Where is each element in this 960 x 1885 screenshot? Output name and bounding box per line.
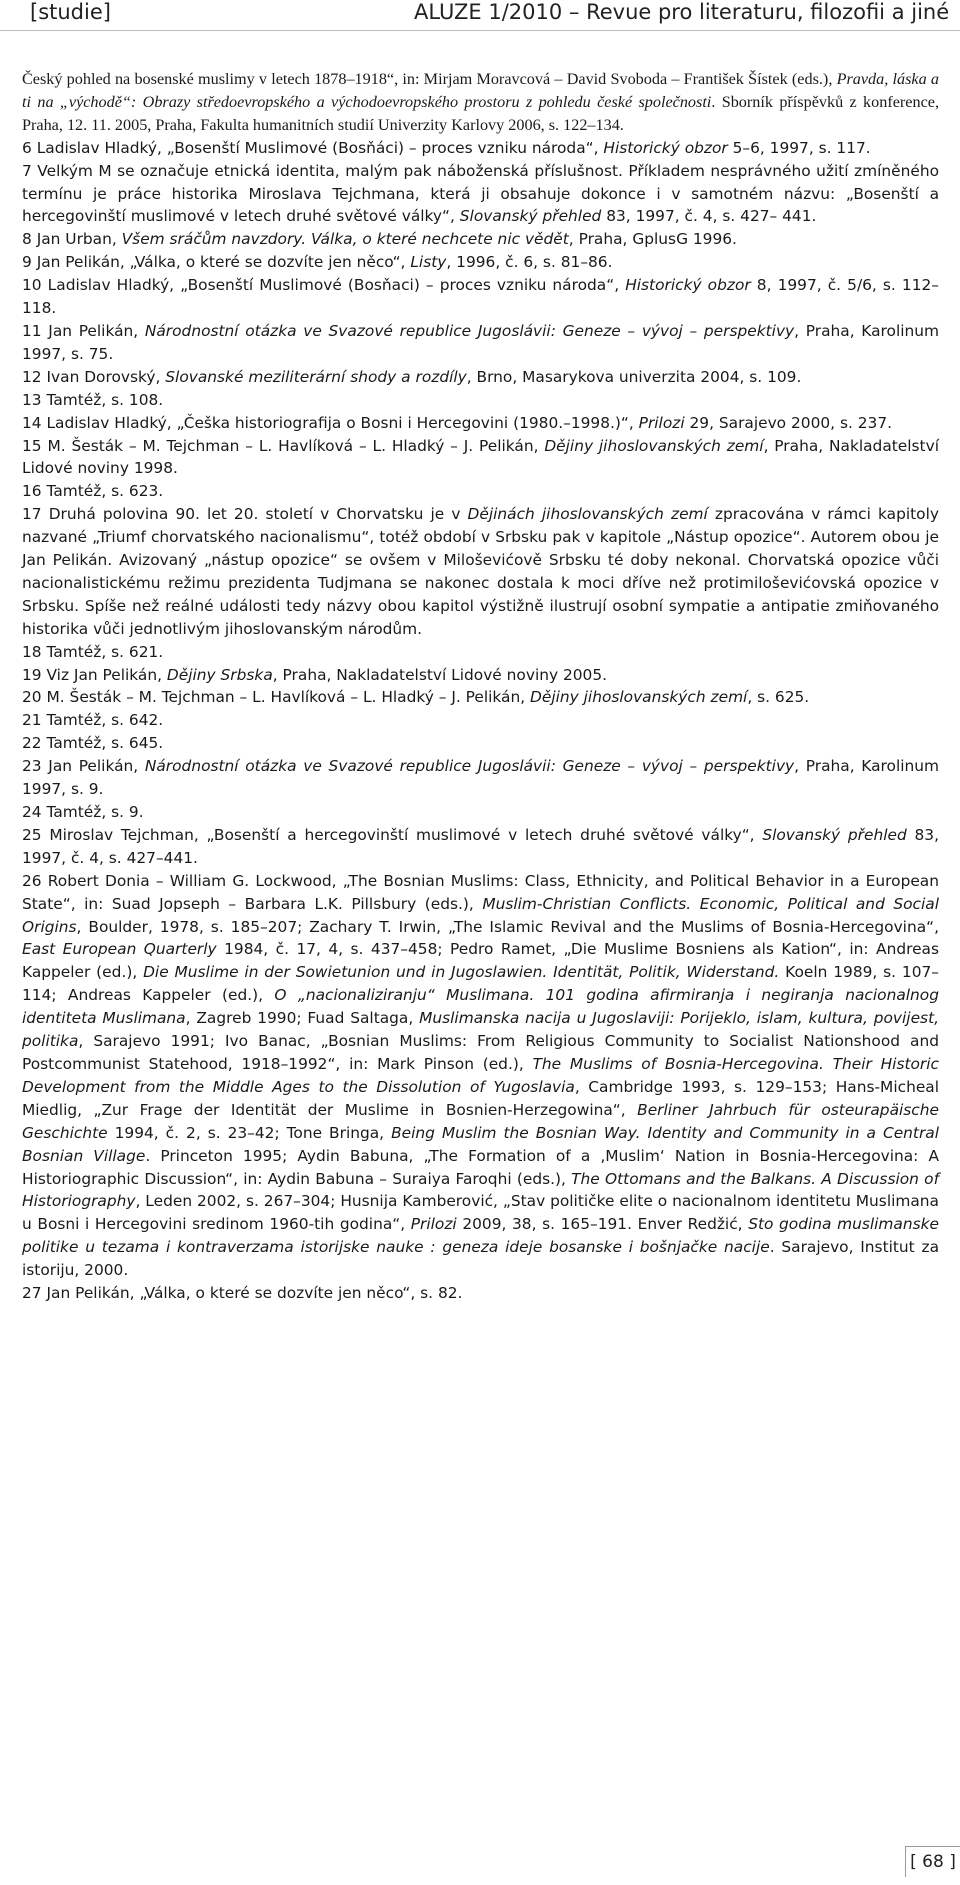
- footnote-text: Ladislav Hladký, „Češka historiografija o Bosni i Hercegovini (1980.–1998.)“,: [41, 413, 639, 432]
- footnote-text: M. Šesták – M. Tejchman – L. Havlíková – L. Hladký – J. Pelikán,: [41, 436, 545, 455]
- page-number: [ 68 ]: [905, 1846, 960, 1877]
- footnote-title-italic: Slovanský přehled: [459, 207, 602, 226]
- footnote-text: , Cambridge 1993, s. 129–153; Hans-Micheal Miedlig, „Zur Frage der Identität der Muslime in Bosnien-Herzegowina“,: [22, 1077, 939, 1119]
- footnote-title-italic: Slovanské meziliterární shody a rozdíly: [165, 367, 467, 386]
- footnote-text: Ivan Dorovský,: [41, 367, 166, 386]
- footnote-title-italic: Národnostní otázka ve Svazové republice Jugoslávii: Geneze – vývoj – perspektivy: [144, 757, 795, 776]
- footnote-title-italic: Všem sráčům navzdory. Válka, o které nechcete nic vědět: [121, 230, 569, 249]
- footnote-text: M. Šesták – M. Tejchman – L. Havlíková – L. Hladký – J. Pelikán,: [41, 688, 531, 707]
- footnote-number: 6: [22, 138, 32, 157]
- footnote-7: [22, 160, 939, 229]
- footnote-text: , Brno, Masarykova univerzita 2004, s. 109.: [466, 367, 802, 386]
- footnote-text: . Sarajevo, Institut za istoriju, 2000.: [22, 1238, 939, 1280]
- footnote-number: 16: [22, 482, 42, 501]
- footnote-title-italic: Dějiny Srbska: [166, 665, 273, 684]
- footnote-text: Koeln 1989, s. 107–114; Andreas Kappeler (ed.),: [22, 963, 939, 1005]
- footnote-number: 24: [22, 803, 42, 821]
- footnote-title-italic: Berliner Jahrbuch für osteurapäische Geschichte: [22, 1100, 939, 1142]
- footnote-text: Jan Urban,: [31, 230, 122, 249]
- footnote-text: Ladislav Hladký, „Bosenští Muslimové (Bosňáci) – proces vzniku národa“,: [31, 138, 604, 157]
- footnote-16: [22, 480, 939, 503]
- footnote-22: [22, 732, 939, 755]
- footnote-text: 8, 1997, č. 5/6, s. 112–118.: [22, 276, 939, 318]
- footnote-text: 29, Sarajevo 2000, s. 237.: [684, 413, 893, 432]
- footnote-27: [22, 1282, 939, 1305]
- footnote-text: , Leden 2002, s. 267–304; Husnija Kamberović, „Stav političke elite o nacionalnom identitetu Muslimana u Bosni i Hercegovini sredinom 1960-tih godina“,: [22, 1192, 939, 1234]
- footnote-text: Ladislav Hladký, „Bosenští Muslimové (Bosňaci) – proces vzniku národa“,: [41, 276, 626, 295]
- footnote-title-italic: Historický obzor: [603, 138, 728, 157]
- footnote-text: , Praha, Nakladatelství Lidové noviny 1998.: [22, 436, 939, 478]
- footnote-title-italic: Prilozi: [410, 1215, 457, 1234]
- footnote-number: 8: [22, 230, 32, 249]
- footnote-text: zpracována v rámci kapitoly nazvané „Triumf chorvatského nacionalismu“, totéž období v Srbsku pak v kapitole „Nástup opozice“. Autorem obou je Jan Pelikán. Avizovaný „nástup opozice“ se ovšem v Miloševićově Srbsku té doby nekonal. Chorvatská opozice vůči nacionalistickému režimu prezidenta Tudjmana se nakonec dostala k moci dříve než protimiloševićovská opozice v Srbsku. Spíše než reálné události tedy názvy obou kapitol výstižně ilustrují osobní sympatie a antipatie zmiňovaného historika vůči jednotlivým jihoslovanským národům.: [22, 505, 939, 638]
- footnote-text: . Princeton 1995; Aydin Babuna, „The Formation of a ‚Muslim‘ Nation in Bosnia-Hercegovina: A Historiographic Discussion“, in: Aydin Babuna – Suraiya Faroqhi (eds.),: [22, 1146, 939, 1188]
- footnote-24: [22, 801, 939, 824]
- footnote-20: [22, 686, 939, 709]
- footnote-text: Jan Pelikán,: [41, 757, 145, 776]
- footnote-number: 18: [22, 642, 42, 661]
- footnote-title-italic: East European Quarterly: [22, 940, 217, 959]
- footnote-18: [22, 641, 939, 664]
- footnote-number: 19: [22, 665, 42, 684]
- footnote-title-italic: Muslimanska nacija u Jugoslaviji: Porijeklo, islam, kultura, povijest, politika: [22, 1009, 939, 1051]
- footnote-11: [22, 320, 939, 366]
- footnote-title-italic: Národnostní otázka ve Svazové republice Jugoslávii: Geneze – vývoj – perspektivy: [144, 321, 795, 340]
- footnote-text: Tamtéž, s. 645.: [41, 734, 164, 753]
- footnote-text: Jan Pelikán,: [41, 321, 145, 340]
- footnote-number: 13: [22, 390, 42, 409]
- footnote-title-italic: Being Muslim the Bosnian Way. Identity and Community in a Central Bosnian Village: [22, 1123, 939, 1165]
- footnote-15: [22, 435, 939, 481]
- footnote-number: 14: [22, 413, 42, 432]
- footnote-6: [22, 137, 939, 160]
- footnote-title-italic: The Ottomans and the Balkans. A Discussion of Historiography: [22, 1169, 939, 1211]
- footnote-text: 2009, 38, s. 165–191. Enver Redžić,: [456, 1215, 749, 1234]
- footnote-title-italic: Dějiny jihoslovanských zemí: [530, 688, 748, 707]
- section-label: [studie]: [30, 0, 111, 24]
- footnote-number: 27: [22, 1284, 42, 1303]
- footnote-title-italic: Historický obzor: [625, 276, 751, 295]
- footnote-continued: [22, 68, 939, 137]
- footnote-text: Český pohled na bosenské muslimy v letech 1878–1918“, in: Mirjam Moravcová – David Svoboda – František Šístek (eds.),: [22, 70, 837, 88]
- footnote-text: 1984, č. 17, 4, s. 437–458; Pedro Ramet, „Die Muslime Bosniens als Kation“, in: Andreas Kappeler (ed.),: [22, 940, 939, 982]
- footnote-text: , s. 625.: [747, 688, 810, 707]
- footnote-17: [22, 503, 939, 640]
- footnote-text: Tamtéž, s. 621.: [41, 642, 164, 661]
- footnote-text: , Praha, Nakladatelství Lidové noviny 2005.: [272, 665, 608, 684]
- footnote-title-italic: Pravda, láska a ti na „východě“: Obrazy středoevropského a východoevropského prostoru z pohledu české společnosti: [22, 70, 939, 111]
- footnote-number: 20: [22, 688, 42, 707]
- footnote-text: Tamtéž, s. 9.: [41, 803, 144, 821]
- footnote-13: [22, 389, 939, 412]
- footnote-title-italic: Muslim-Christian Conflicts. Economic, Political and Social Origins: [22, 894, 939, 936]
- footnote-text: , Sarajevo 1991; Ivo Banac, „Bosnian Muslims: From Religious Community to Socialist Nationshood and Postcommunist Statehood, 1918–1992“, in: Mark Pinson (ed.),: [22, 1032, 939, 1073]
- footnote-text: , Praha, Karolinum 1997, s. 75.: [22, 321, 939, 363]
- footnote-23: [22, 755, 939, 801]
- footnote-text: Tamtéž, s. 642.: [41, 711, 164, 730]
- footnote-text: 83, 1997, č. 4, s. 427–441.: [22, 825, 939, 867]
- footnote-title-italic: The Muslims of Bosnia-Hercegovina. Their Historic Development from the Middle Ages to the Dissolution of Yugoslavia: [22, 1054, 939, 1096]
- footnote-text: Viz Jan Pelikán,: [41, 665, 167, 684]
- footnote-number: 10: [22, 276, 42, 295]
- journal-title: ALUZE 1/2010 – Revue pro literaturu, filozofii a jiné: [414, 0, 950, 24]
- footnote-text: 1994, č. 2, s. 23–42; Tone Bringa,: [107, 1123, 392, 1142]
- footnote-number: 26: [22, 871, 42, 890]
- footnote-title-italic: Dějiny jihoslovanských zemí: [544, 436, 764, 455]
- footnote-title-italic: Dějinách jihoslovanských zemí: [467, 505, 708, 524]
- footnote-number: 23: [22, 757, 42, 776]
- footnote-number: 11: [22, 321, 42, 340]
- footnote-text: Druhá polovina 90. let 20. století v Chorvatsku je v: [41, 505, 468, 524]
- footnote-text: Tamtéž, s. 108.: [41, 390, 164, 409]
- footnote-text: Velkým M se označuje etnická identita, malým pak náboženská příslušnost. Příkladem nesprávného užití zmíněného termínu je práce historika Miroslava Tejchmana, která ji obsahuje dokonce i v samotném názvu: „Bosenští a hercegovinští muslimové v letech druhé světové války“,: [22, 161, 939, 226]
- footnote-text: , Boulder, 1978, s. 185–207; Zachary T. Irwin, „The Islamic Revival and the Muslims of Bosnia-Hercegovina“,: [76, 917, 939, 936]
- footnote-text: Tamtéž, s. 623.: [41, 482, 164, 501]
- footnote-14: [22, 412, 939, 435]
- footnote-title-italic: Slovanský přehled: [762, 825, 907, 844]
- footnote-number: 15: [22, 436, 42, 455]
- footnote-number: 22: [22, 734, 42, 753]
- footnote-text: Jan Pelikán, „Válka, o které se dozvíte jen něco“,: [31, 253, 411, 272]
- running-header: [0, 0, 960, 31]
- footnote-text: Robert Donia – William G. Lockwood, „The Bosnian Muslims: Class, Ethnicity, and Political Behavior in a European State“, in: Suad Jopseph – Barbara L.K. Pillsbury (eds.),: [22, 871, 939, 913]
- footnotes-list: [22, 68, 939, 1305]
- footnote-25: [22, 824, 939, 870]
- footnote-text: Jan Pelikán, „Válka, o které se dozvíte jen něco“, s. 82.: [41, 1284, 463, 1303]
- footnote-text: , Praha, Karolinum 1997, s. 9.: [22, 757, 939, 799]
- footnote-text: , Praha, GplusG 1996.: [568, 230, 737, 249]
- footnote-text: 5–6, 1997, s. 117.: [727, 138, 871, 157]
- footnote-19: [22, 664, 939, 687]
- footnote-text: 83, 1997, č. 4, s. 427– 441.: [601, 207, 817, 226]
- footnote-title-italic: O „nacionaliziranju“ Muslimana. 101 godina afirmiranja i negiranja nacionalnog identiteta Muslimana: [22, 986, 939, 1028]
- footnote-21: [22, 709, 939, 732]
- footnote-10: [22, 274, 939, 320]
- footnote-title-italic: Die Muslime in der Sowietunion und in Jugoslawien. Identität, Politik, Widerstand.: [143, 963, 780, 982]
- footnote-number: 17: [22, 505, 42, 524]
- footnote-9: [22, 251, 939, 274]
- footnote-26: [22, 870, 939, 1282]
- footnote-number: 7: [22, 161, 32, 180]
- footnote-text: . Sborník příspěvků z konference, Praha, 12. 11. 2005, Praha, Fakulta humanitních studií Univerzity Karlovy 2006, s. 122–134.: [22, 92, 939, 134]
- footnote-text: , 1996, č. 6, s. 81–86.: [446, 253, 613, 272]
- footnote-number: 25: [22, 825, 42, 844]
- footnote-title-italic: Listy: [410, 253, 447, 272]
- footnote-12: [22, 366, 939, 389]
- footnote-text: Miroslav Tejchman, „Bosenští a hercegovinští muslimové v letech druhé světové války“,: [41, 825, 763, 844]
- footnote-number: 21: [22, 711, 42, 730]
- footnote-number: 9: [22, 253, 32, 272]
- footnote-title-italic: Prilozi: [638, 413, 685, 432]
- footnote-number: 12: [22, 367, 42, 386]
- footnote-text: , Zagreb 1990; Fuad Saltaga,: [185, 1009, 420, 1028]
- footnote-title-italic: Sto godina muslimanske politike u tezama i kontraverzama istorijske nauke : geneza ideje bosanske i bošnjačke nacije: [22, 1215, 939, 1257]
- footnote-8: [22, 228, 939, 251]
